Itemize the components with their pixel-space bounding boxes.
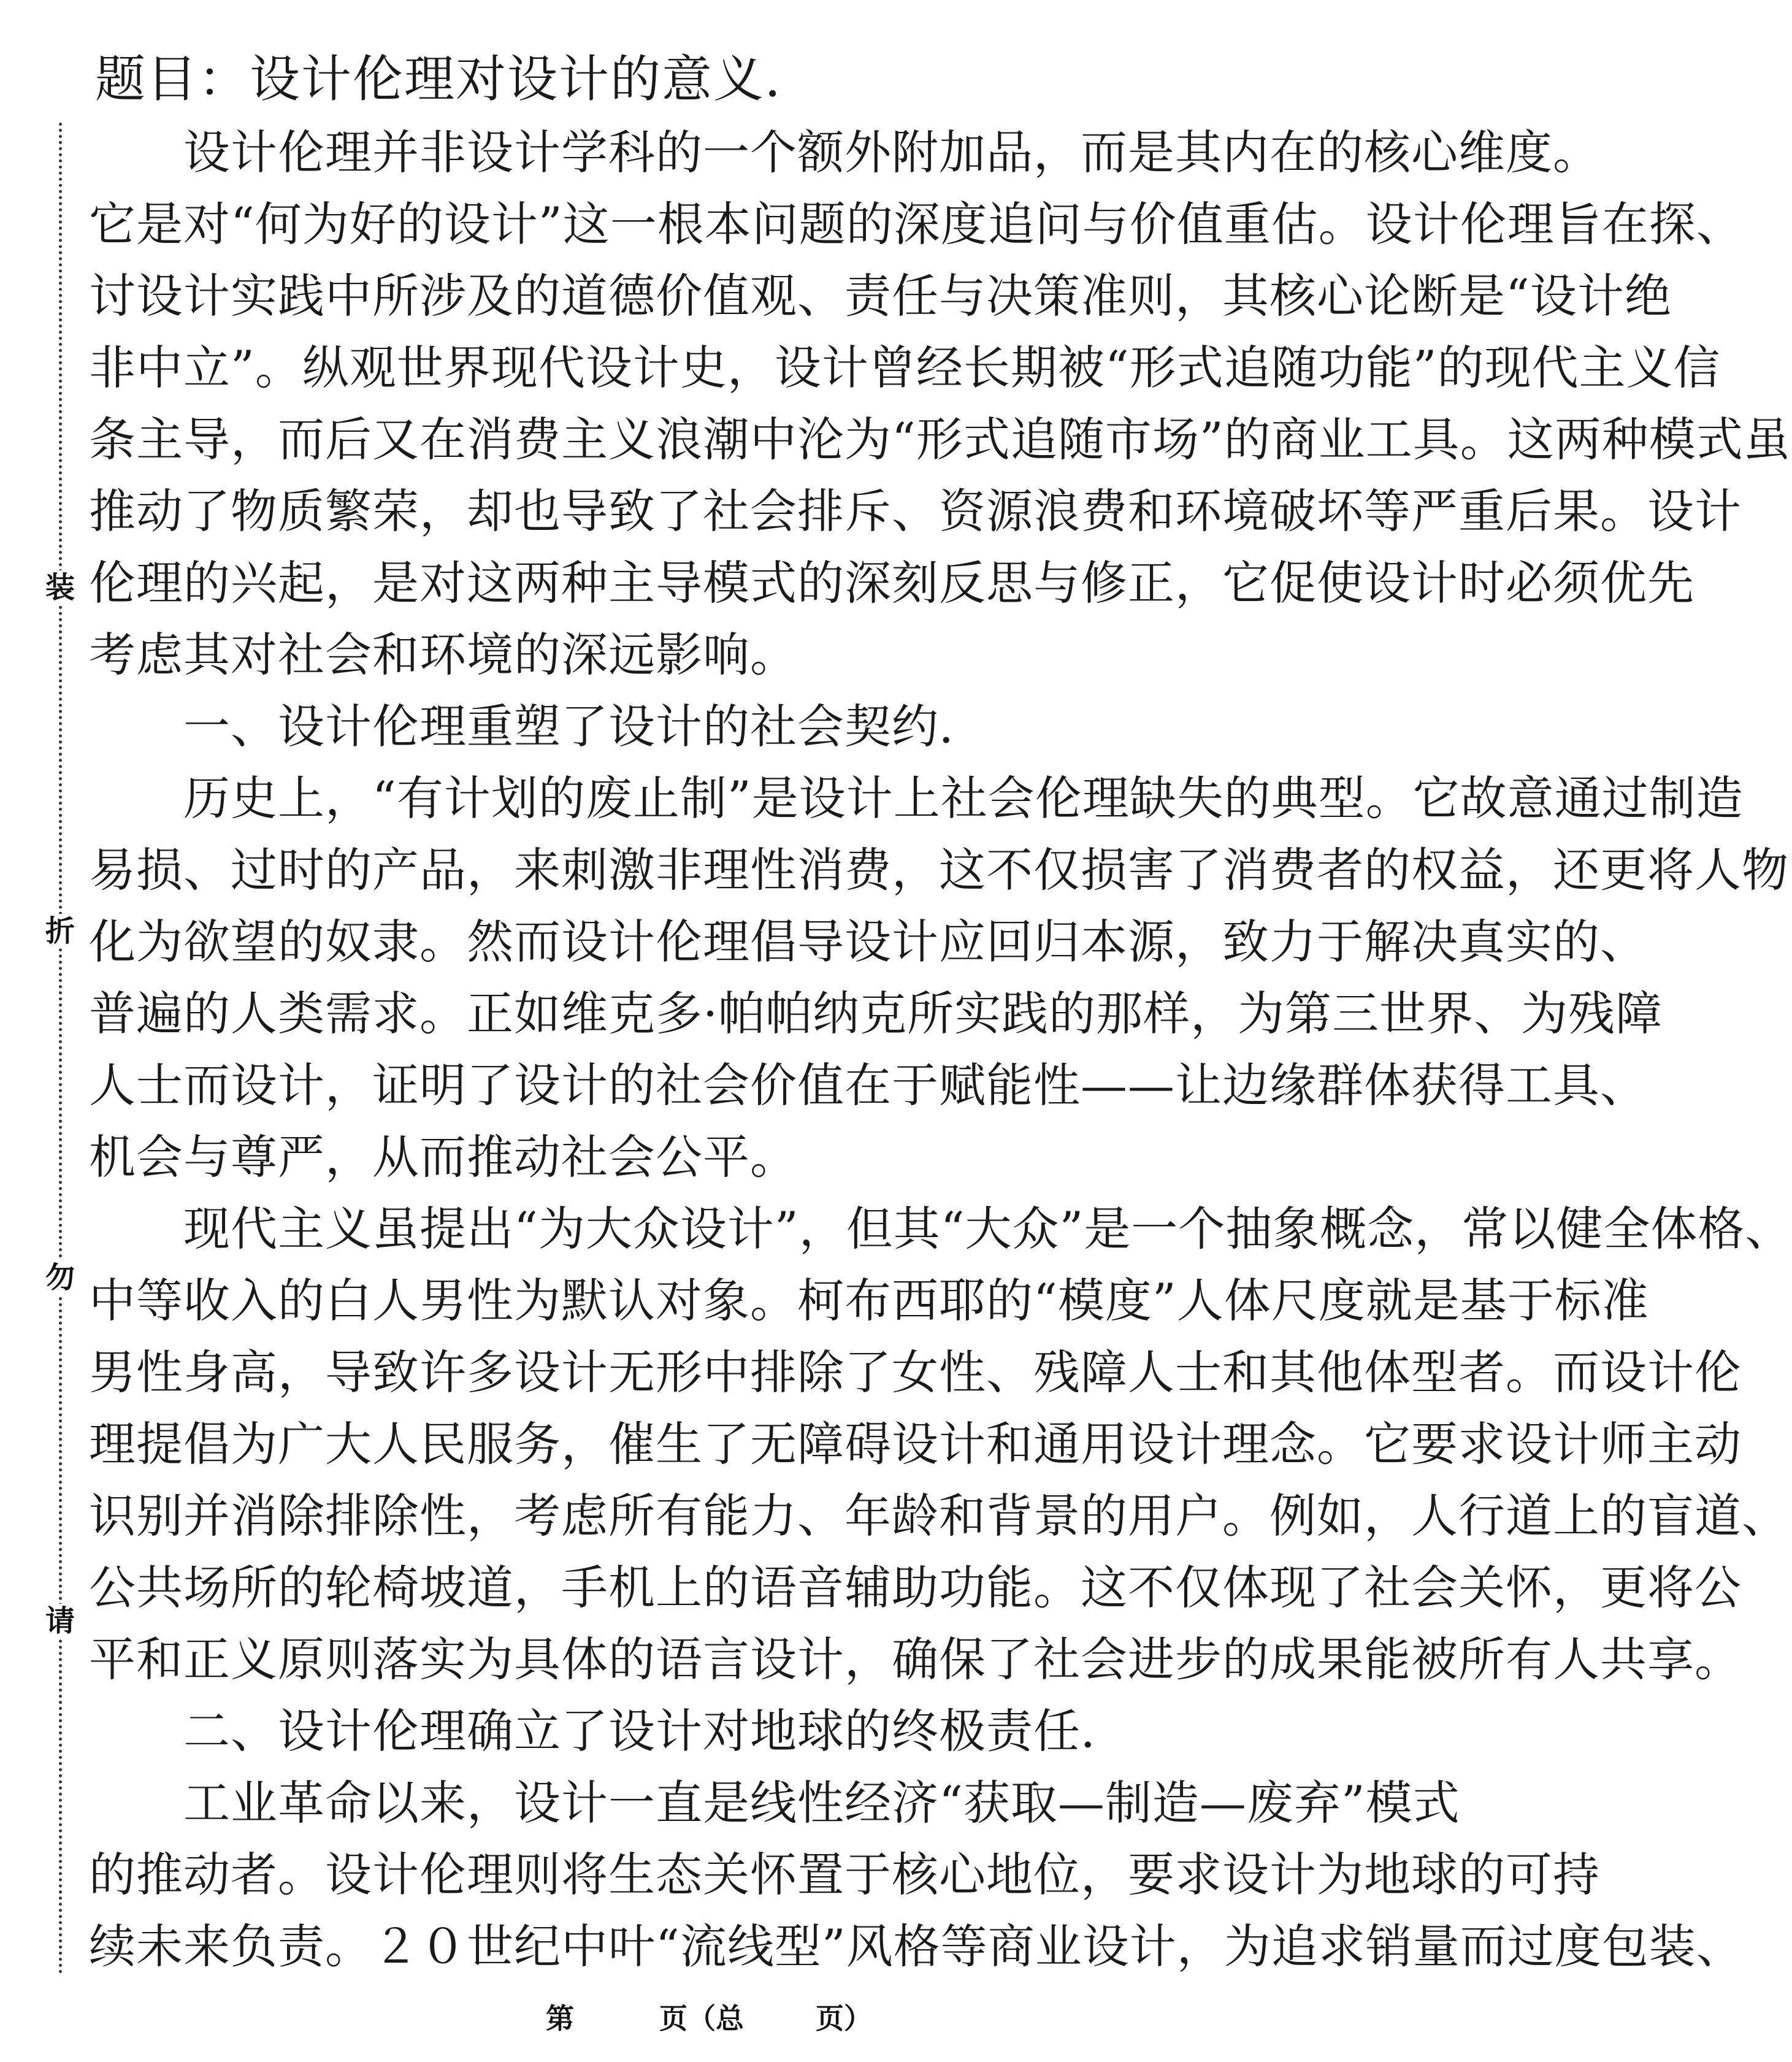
essay-line: 中等收入的白人男性为默认对象。柯布西耶的“模度”人体尺度就是基于标准 — [89, 1273, 1649, 1328]
essay-line: 现代主义虽提出“为大众设计”，但其“大众”是一个抽象概念，常以健全体格、 — [89, 1202, 1792, 1256]
essay-line: 续未来负责。２０世纪中叶“流线型”风格等商业设计，为追求销量而过度包装、 — [89, 1919, 1744, 1974]
essay-line: 普遍的人类需求。正如维克多·帕帕纳克所实践的那样，为第三世界、为残障 — [89, 986, 1663, 1041]
answer-sheet — [89, 43, 1792, 1982]
essay-line: 工业革命以来，设计一直是线性经济“获取—制造—废弃”模式 — [89, 1776, 1460, 1830]
essay-line: 平和正义原则落实为具体的语言设计，确保了社会进步的成果能被所有人共享。 — [89, 1632, 1742, 1687]
essay-line: 条主导，而后又在消费主义浪潮中沦为“形式追随市场”的商业工具。这两种模式虽 — [89, 412, 1791, 467]
essay-line: 公共场所的轮椅坡道，手机上的语音辅助功能。这不仅体现了社会关怀，更将公 — [89, 1560, 1742, 1615]
essay-line: 识别并消除排除性，考虑所有能力、年龄和背景的用户。例如，人行道上的盲道、 — [89, 1489, 1789, 1543]
essay-line: 人士而设计，证明了设计的社会价值在于赋能性——让边缘群体获得工具、 — [89, 1058, 1647, 1113]
essay-line: 一、设计伦理重塑了设计的社会契约． — [89, 699, 986, 754]
binding-char-zhe: 折 — [43, 914, 77, 948]
footer-di: 第 — [546, 2002, 574, 2035]
essay-title: 题目：设计伦理对设计的意义． — [95, 50, 817, 109]
essay-line: 讨设计实践中所涉及的道德价值观、责任与决策准则，其核心论断是“设计绝 — [89, 269, 1672, 323]
essay-line: 的推动者。设计伦理则将生态关怀置于核心地位，要求设计为地球的可持 — [89, 1847, 1600, 1902]
essay-line: 它是对“何为好的设计”这一根本问题的深度追问与价值重估。设计伦理旨在探、 — [89, 197, 1744, 251]
essay-line: 历史上，“有计划的废止制”是设计上社会伦理缺失的典型。它故意通过制造 — [89, 771, 1744, 826]
binding-char-qing: 请 — [43, 1604, 77, 1638]
essay-line: 设计伦理并非设计学科的一个额外附加品，而是其内在的核心维度。 — [89, 125, 1600, 180]
essay-line: 推动了物质繁荣，却也导致了社会排斥、资源浪费和环境破坏等严重后果。设计 — [89, 484, 1742, 538]
essay-line: 伦理的兴起，是对这两种主导模式的深刻反思与修正，它促使设计时必须优先 — [89, 556, 1694, 610]
footer-ye-zong: 页（总 — [659, 2002, 744, 2035]
essay-line: 非中立”。纵观世界现代设计史，设计曾经长期被“形式追随功能”的现代主义信 — [89, 340, 1721, 395]
binding-char-wu: 勿 — [43, 1260, 77, 1295]
essay-line: 机会与尊严，从而推动社会公平。 — [89, 1130, 797, 1184]
essay-line: 考虑其对社会和环境的深远影响。 — [89, 627, 797, 682]
essay-line: 二、设计伦理确立了设计对地球的终极责任． — [89, 1704, 1128, 1758]
binding-dotted-line — [59, 123, 62, 1975]
essay-body — [89, 117, 1792, 1982]
footer-ye: 页） — [816, 2002, 872, 2035]
essay-line: 化为欲望的奴隶。然而设计伦理倡导设计应回归本源，致力于解决真实的、 — [89, 914, 1647, 969]
page-footer — [0, 1996, 1428, 2033]
essay-line: 理提倡为广大人民服务，催生了无障碍设计和通用设计理念。它要求设计师主动 — [89, 1417, 1742, 1471]
essay-line: 男性身高，导致许多设计无形中排除了女性、残障人士和其他体型者。而设计伦 — [89, 1345, 1742, 1400]
essay-line: 易损、过时的产品，来刺激非理性消费，这不仅损害了消费者的权益，还更将人物 — [89, 843, 1789, 897]
binding-char-zhuang: 装 — [43, 570, 77, 605]
